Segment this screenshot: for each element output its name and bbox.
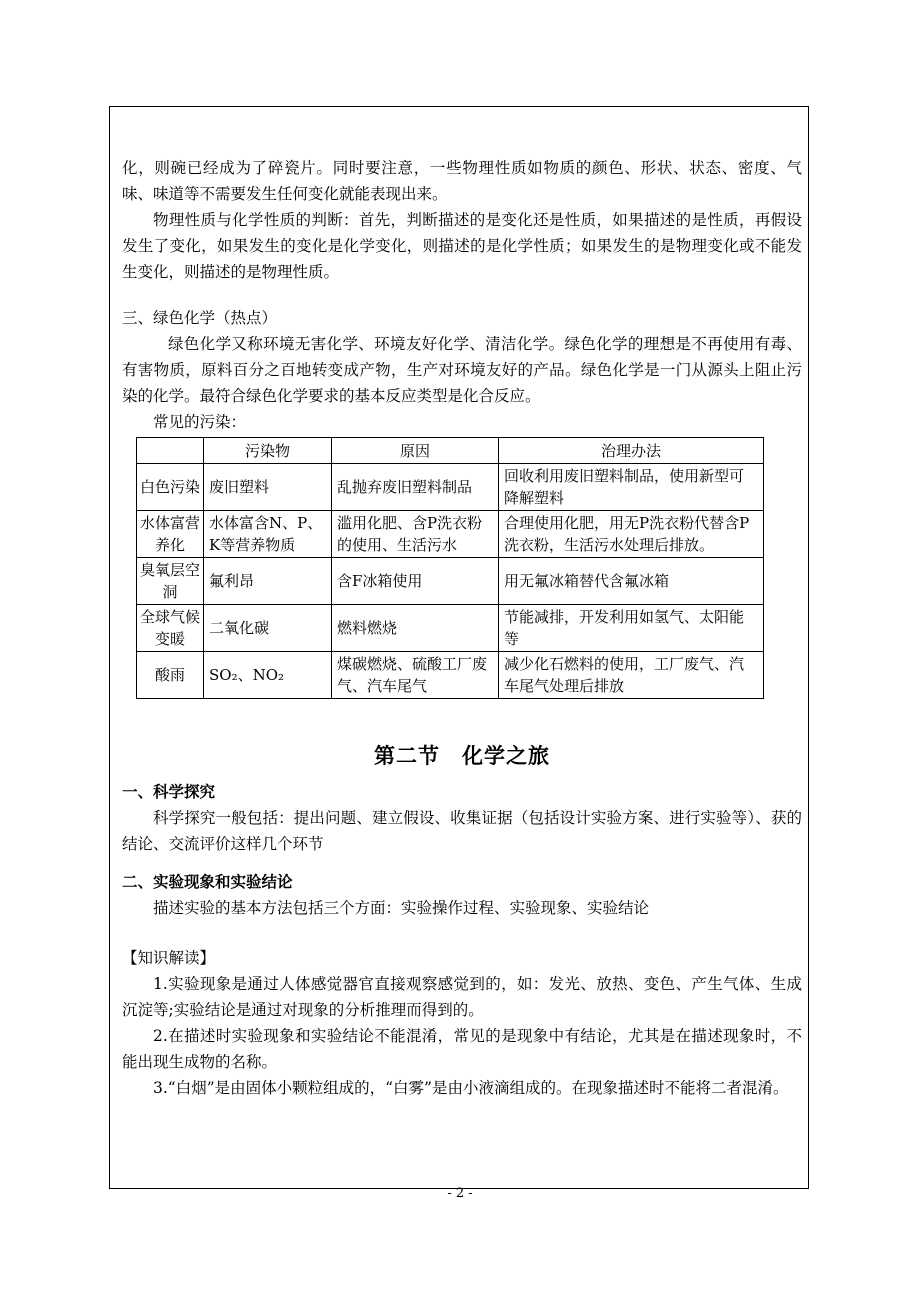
pollution-table [136, 437, 764, 699]
green-chem-heading: 三、绿色化学（热点） [122, 309, 278, 327]
science-inquiry-body: 科学探究一般包括：提出问题、建立假设、收集证据（包括设计实验方案、进行实验等）、获的结论、交流评价这样几个环节 [122, 809, 802, 853]
remedy-cell: 用无氟冰箱替代含氟冰箱 [499, 558, 764, 605]
cause-cell: 乱抛弃废旧塑料制品 [332, 464, 499, 511]
cause-cell: 燃料燃烧 [332, 605, 499, 652]
experiment-body: 描述实验的基本方法包括三个方面：实验操作过程、实验现象、实验结论 [153, 899, 650, 917]
cause-cell: 煤碳燃烧、硫酸工厂废气、汽车尾气 [332, 652, 499, 699]
table-row [137, 558, 764, 605]
experiment-heading: 二、实验现象和实验结论 [122, 872, 293, 891]
pollution-type-cell: 水体富营养化 [137, 511, 204, 558]
pollution-type-cell: 臭氧层空洞 [137, 558, 204, 605]
cause-cell: 含F冰箱使用 [332, 558, 499, 605]
page-content [122, 155, 802, 1101]
remedy-cell: 回收利用废旧塑料制品，使用新型可降解塑料 [499, 464, 764, 511]
knowledge-point-3: 3.“白烟”是由固体小颗粒组成的，“白雾”是由小液滴组成的。在现象描述时不能将二者混淆。 [153, 1079, 789, 1097]
table-header-row [137, 438, 764, 464]
pollutant-cell: 废旧塑料 [204, 464, 332, 511]
green-chem-body: 绿色化学又称环境无害化学、环境友好化学、清洁化学。绿色化学的理想是不再使用有毒、有害物质，原料百分之百地转变成产物，生产对环境友好的产品。绿色化学是一门从源头上阻止污染的化学。最符合绿色化学要求的基本反应类型是化合反应。 [122, 335, 802, 405]
remedy-cell: 减少化石燃料的使用，工厂废气、汽车尾气处理后排放 [499, 652, 764, 699]
science-inquiry-heading: 一、科学探究 [122, 782, 216, 801]
intro-paragraph-1: 化，则碗已经成为了碎瓷片。同时要注意，一些物理性质如物质的颜色、形状、状态、密度、气味、味道等不需要发生任何变化就能表现出来。 [122, 159, 802, 203]
pollutant-cell: 水体富含N、P、K等营养物质 [204, 511, 332, 558]
remedy-cell: 节能减排，开发利用如氢气、太阳能等 [499, 605, 764, 652]
cause-cell: 滥用化肥、含P洗衣粉的使用、生活污水 [332, 511, 499, 558]
header-cell: 原因 [332, 438, 499, 464]
table-row [137, 464, 764, 511]
section-title: 第二节 化学之旅 [374, 744, 550, 768]
knowledge-heading: 【知识解读】 [122, 949, 216, 967]
knowledge-point-1: 1.实验现象是通过人体感觉器官直接观察感觉到的，如：发光、放热、变色、产生气体、生成沉淀等;实验结论是通过对现象的分析推理而得到的。 [122, 975, 802, 1019]
knowledge-point-2: 2.在描述时实验现象和实验结论不能混淆，常见的是现象中有结论，尤其是在描述现象时，不能出现生成物的名称。 [122, 1027, 802, 1071]
pollutant-cell: 氟利昂 [204, 558, 332, 605]
header-cell: 污染物 [204, 438, 332, 464]
pollutant-cell: SO₂、NO₂ [204, 652, 332, 699]
header-cell [137, 438, 204, 464]
remedy-cell: 合理使用化肥，用无P洗衣粉代替含P洗衣粉，生活污水处理后排放。 [499, 511, 764, 558]
pollution-type-cell: 全球气候变暖 [137, 605, 204, 652]
table-row [137, 605, 764, 652]
table-row [137, 652, 764, 699]
pollutant-cell: 二氧化碳 [204, 605, 332, 652]
header-cell: 治理办法 [499, 438, 764, 464]
intro-paragraph-2: 物理性质与化学性质的判断：首先，判断描述的是变化还是性质，如果描述的是性质，再假设发生了变化，如果发生的变化是化学变化，则描述的是化学性质；如果发生的是物理变化或不能发生变化，则描述的是物理性质。 [122, 211, 802, 281]
table-caption: 常见的污染： [153, 413, 247, 431]
pollution-type-cell: 酸雨 [137, 652, 204, 699]
page-number: - 2 - [447, 1186, 473, 1201]
pollution-type-cell: 白色污染 [137, 464, 204, 511]
table-row [137, 511, 764, 558]
